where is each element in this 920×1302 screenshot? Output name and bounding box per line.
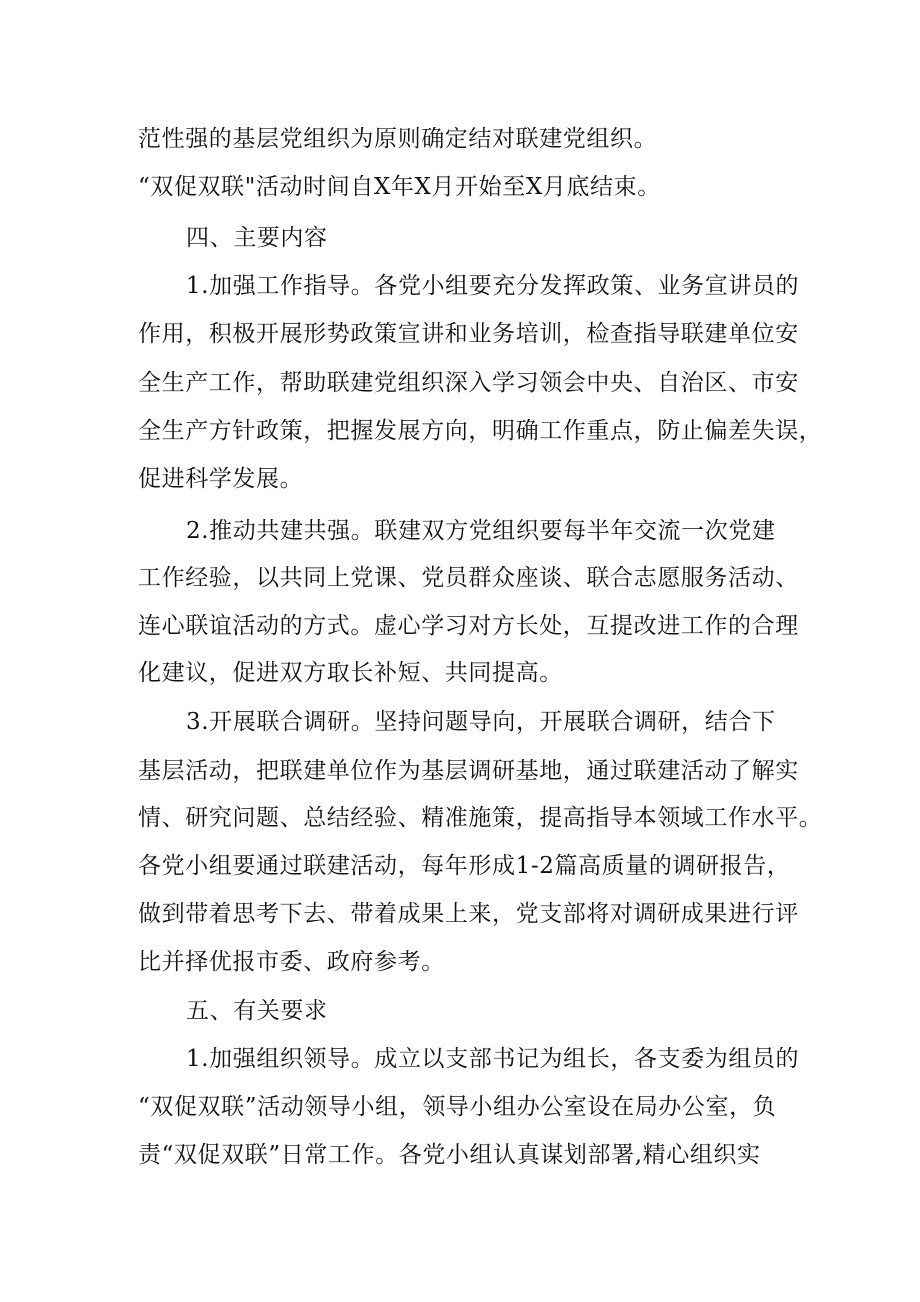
text-line: 全生产方针政策，把握发展方向，明确工作重点，防止偏差失误， xyxy=(138,418,823,444)
text-line: 情、研究问题、总结经验、精准施策，提高指导本领域工作水平。 xyxy=(138,805,823,831)
text-line: 2.推动共建共强。联建双方党组织要每半年交流一次党建 xyxy=(186,518,776,544)
section-heading: 五、有关要求 xyxy=(186,998,328,1024)
text-line: 促进科学发展。 xyxy=(138,466,304,492)
text-line: 化建议，促进双方取长补短、共同提高。 xyxy=(138,660,563,686)
text-line: 1.加强工作指导。各党小组要充分发挥政策、业务宣讲员的 xyxy=(186,273,800,299)
text-line: 连心联谊活动的方式。虚心学习对方长处，互提改进工作的合理 xyxy=(138,613,799,639)
text-line: 责“双促双联”日常工作。各党小组认真谋划部署,精心组织实 xyxy=(138,1142,761,1168)
text-line: 基层活动，把联建单位作为基层调研基地，通过联建活动了解实 xyxy=(138,758,799,784)
text-line: “双促双联”活动领导小组，领导小组办公室设在局办公室，负 xyxy=(138,1094,777,1120)
text-line: 范性强的基层党组织为原则确定结对联建党组织。 xyxy=(138,126,658,152)
text-line: 做到带着思考下去、带着成果上来，党支部将对调研成果进行评 xyxy=(138,901,799,927)
text-line: 全生产工作，帮助联建党组织深入学习领会中央、自治区、市安 xyxy=(138,370,799,396)
text-line: 工作经验，以共同上党课、党员群众座谈、联合志愿服务活动、 xyxy=(138,565,799,591)
text-line: 作用，积极开展形势政策宣讲和业务培训，检查指导联建单位安 xyxy=(138,321,799,347)
text-line: 比并择优报市委、政府参考。 xyxy=(138,949,445,975)
section-heading: 四、主要内容 xyxy=(186,225,328,251)
text-line: 3.开展联合调研。坚持问题导向，开展联合调研，结合下 xyxy=(186,709,776,735)
text-line: 1.加强组织领导。成立以支部书记为组长，各支委为组员的 xyxy=(186,1046,800,1072)
text-line: 各党小组要通过联建活动，每年形成1-2篇高质量的调研报告， xyxy=(138,853,791,879)
text-line: “双促双联"活动时间自X年X月开始至X月底结束。 xyxy=(138,174,661,200)
